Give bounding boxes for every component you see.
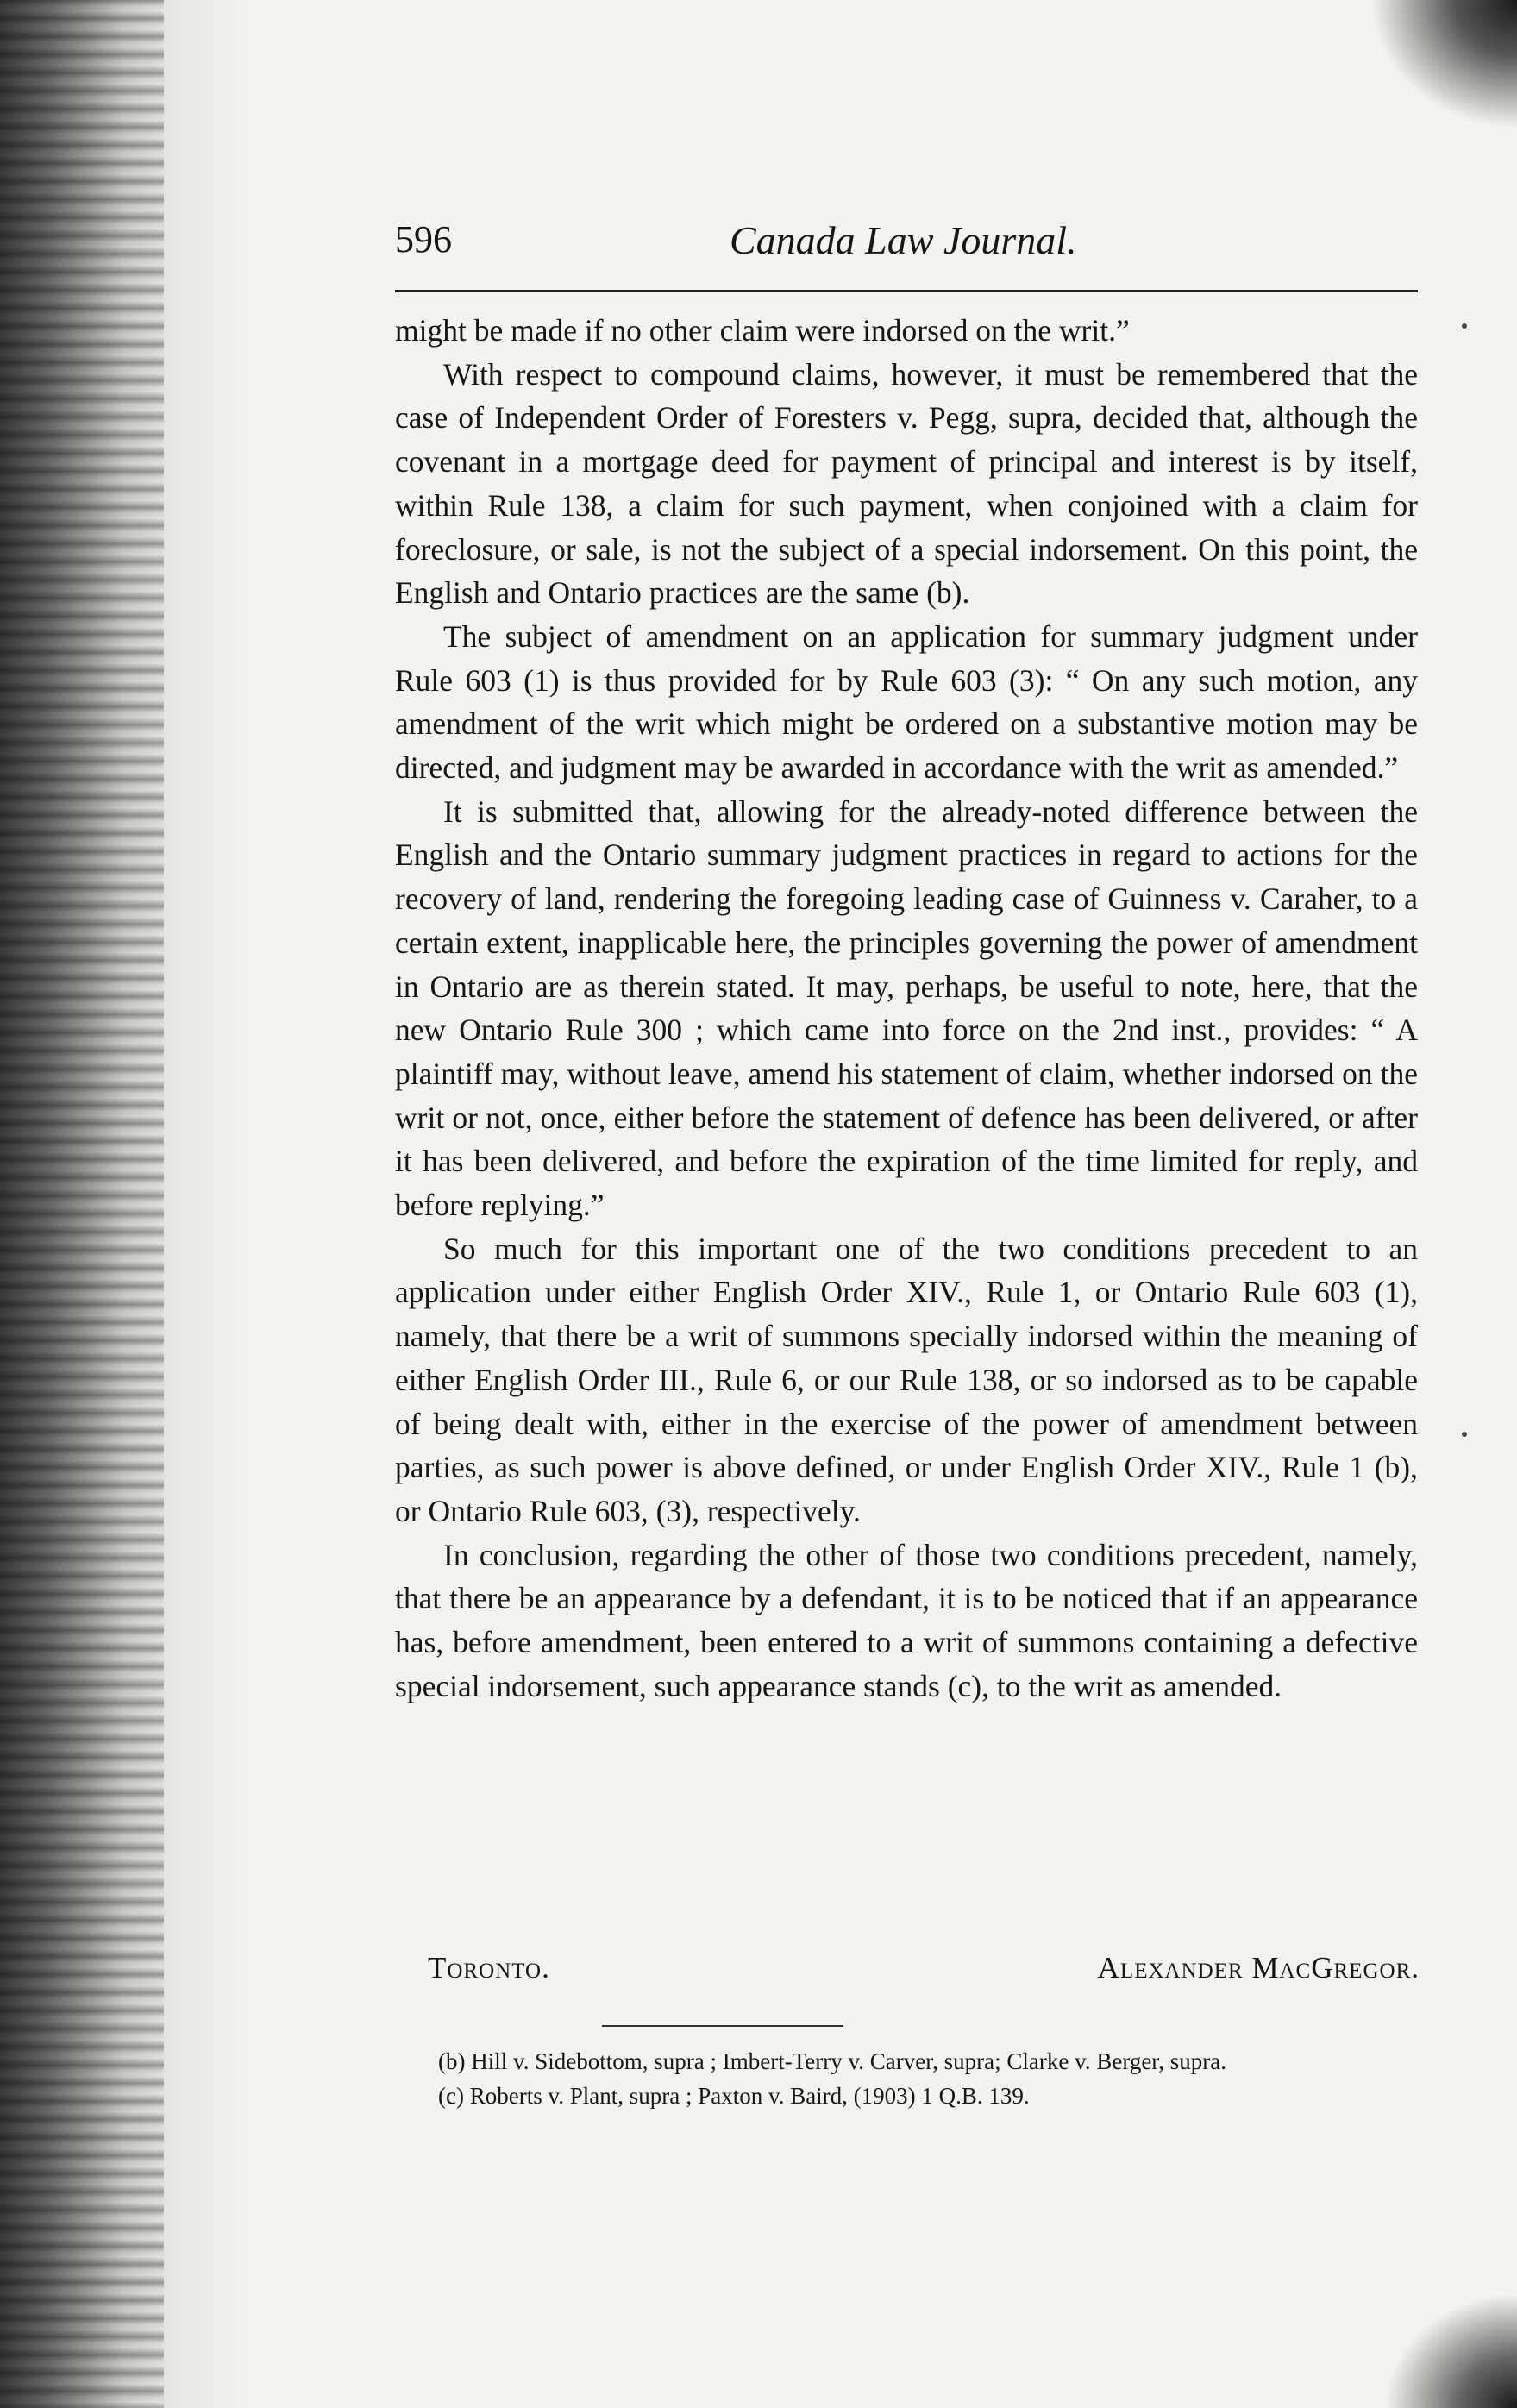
page-number: 596 [395, 218, 452, 260]
paragraph: might be made if no other claim were indorsed on the writ.” [395, 313, 1130, 348]
paragraph: It is submitted that, allowing for the already-noted difference between the English and the Ontario summary judgment practices in regard to actions for the recovery of land, rendering the foregoing leading case of Guinness v. Caraher, to a certain extent, inapplicable here, the principles governing the power of amendment in Ontario are as therein stated. It may, perhaps, be useful to note, here, that the new Ontario Rule 300 ; which came into force on the 2nd inst., provides: “ A plaintiff may, without leave, amend his statement of claim, whether indorsed on the writ or not, once, either before the statement of defence has been delivered, or after it has been delivered, and before the expiration of the time limited for reply, and before replying.” [395, 793, 1418, 1223]
paragraph: With respect to compound claims, however, it must be remembered that the case of Independent Order of Foresters v. Pegg, supra, decided that, although the covenant in a mortgage deed for payment of principal and interest is by itself, within Rule 138, a claim for such payment, when conjoined with a claim for foreclosure, or sale, is not the subject of a special indorsement. On this point, the English and Ontario practices are the same (b). [395, 356, 1418, 611]
scan-corner-shadow-bottom [1388, 2296, 1517, 2408]
footnote-rule [602, 2025, 843, 2027]
body-text [395, 309, 1418, 1709]
signature-place: Toronto. [428, 1951, 550, 1985]
paragraph: So much for this important one of the two conditions precedent to an application under either English Order XIV., Rule 1, or Ontario Rule 603 (1), namely, that there be a writ of summons specially indorsed within the meaning of either English Order III., Rule 6, or our Rule 138, or so indorsed as to be capable of being dealt with, either in the exercise of the power of amendment between parties, as such power is above defined, or under English Order XIV., Rule 1 (b), or Ontario Rule 603, (3), respectively. [395, 1231, 1418, 1528]
footnote: (b) Hill v. Sidebottom, supra ; Imbert-Terry v. Carver, supra; Clarke v. Berger, supra. [438, 2048, 1226, 2074]
header-rule [395, 290, 1418, 292]
footnote: (c) Roberts v. Plant, supra ; Paxton v. Baird, (1903) 1 Q.B. 139. [438, 2083, 1030, 2109]
edge-speck [1462, 323, 1467, 329]
paragraph: The subject of amendment on an application for summary judgment under Rule 603 (1) is thus provided for by Rule 603 (3): “ On any such motion, any amendment of the writ which might be ordered on a substantive motion may be directed, and judgment may be awarded in accordance with the writ as amended.” [395, 618, 1418, 786]
signature-line [428, 1951, 1420, 1994]
signature-author: Alexander MacGregor. [1097, 1951, 1420, 1985]
scan-corner-shadow-top [1370, 0, 1517, 129]
page-header [395, 217, 1421, 274]
document-page [395, 217, 1421, 2109]
edge-speck [1462, 1432, 1467, 1437]
footnotes [395, 2044, 1418, 2113]
paragraph: In conclusion, regarding the other of those two conditions precedent, namely, that there be an appearance by a defendant, it is to be noticed that if an appearance has, before amendment, been entered to a writ of summons containing a defective special indorsement, such appearance stands (c), to the writ as amended. [395, 1537, 1418, 1703]
binding-noise [0, 0, 164, 2408]
running-title: Canada Law Journal. [730, 218, 1077, 262]
